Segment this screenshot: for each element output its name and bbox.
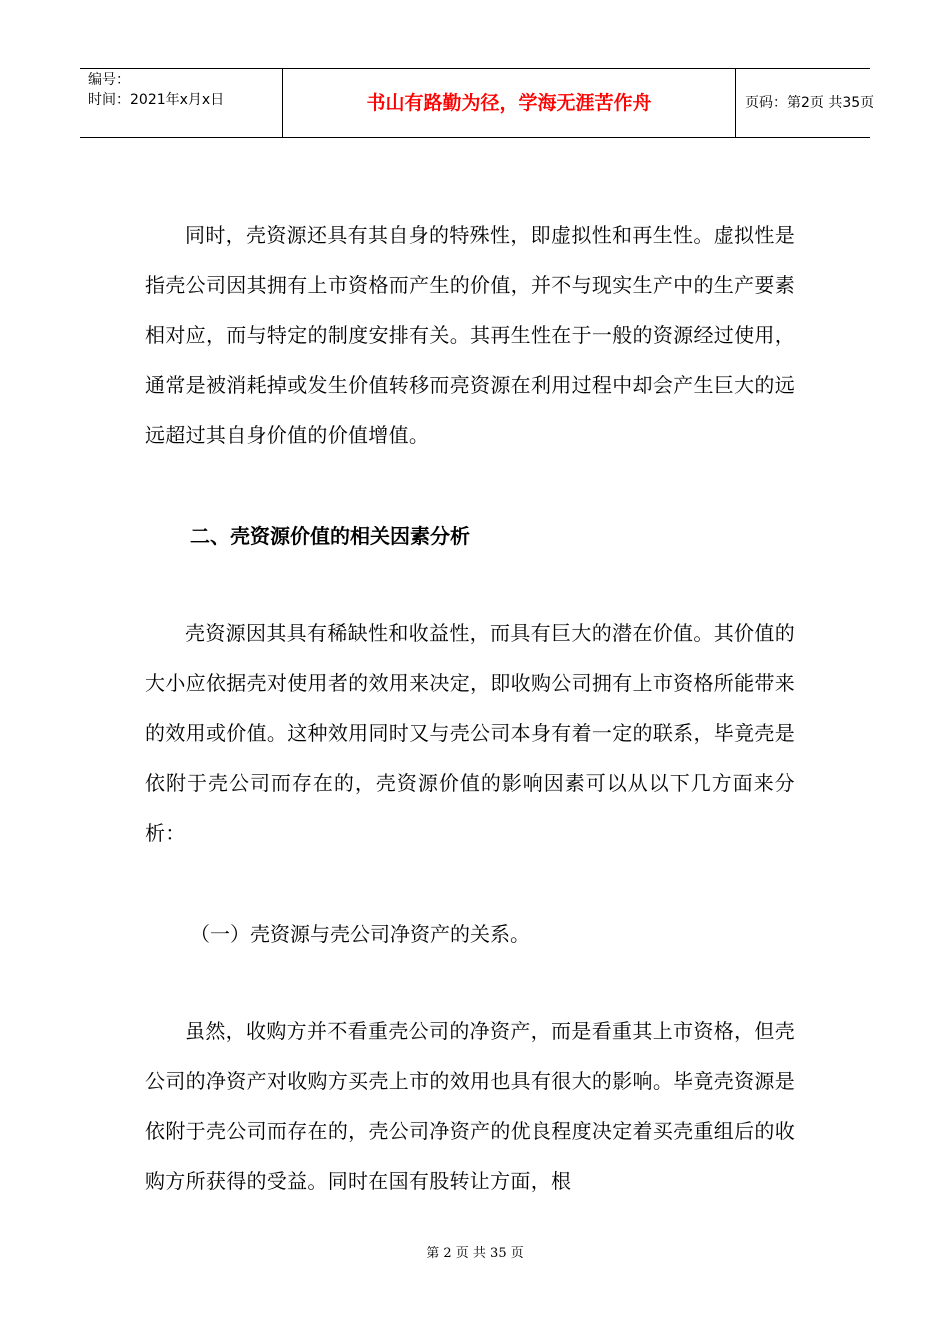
paragraph-virtual-regenerative: 同时，壳资源还具有其自身的特殊性，即虚拟性和再生性。虚拟性是指壳公司因其拥有上市资格而产生的价值，并不与现实生产中的生产要素相对应，而与特定的制度安排有关。其再生性在于一般的资源经过使用，通常是被消耗掉或发生价值转移而亮资源在利用过程中却会产生巨大的远远超过其自身价值的价值增值。 <box>145 223 795 447</box>
subsection-heading-1: （一）壳资源与壳公司净资产的关系。 <box>190 922 530 946</box>
header-meta-cell <box>80 69 282 137</box>
header-page-cell <box>735 69 875 137</box>
page-footer: 第 2 页 共 35 页 <box>426 1246 524 1261</box>
paragraph-shell-value: 壳资源因其具有稀缺性和收益性，而具有巨大的潜在价值。其价值的大小应依据壳对使用者的效用来决定，即收购公司拥有上市资格所能带来的效用或价值。这种效用同时又与壳公司本身有着一定的联系，毕竟壳是依附于壳公司而存在的，壳资源价值的影响因素可以从以下几方面来分析： <box>145 621 795 845</box>
paragraph-net-assets: 虽然，收购方并不看重壳公司的净资产，而是看重其上市资格，但壳公司的净资产对收购方买壳上市的效用也具有很大的影响。毕竟壳资源是依附于壳公司而存在的，壳公司净资产的优良程度决定着买壳重组后的收购方所获得的受益。同时在国有股转让方面，根 <box>145 1019 795 1193</box>
document-header <box>80 68 875 138</box>
header-motto-cell <box>282 69 736 137</box>
section-heading-2: 二、壳资源价值的相关因素分析 <box>190 524 470 548</box>
header-page-info: 页码：第2页 共35页 <box>745 95 875 111</box>
document-date-label: 时间：2021年x月x日 <box>88 92 225 108</box>
document-number-label: 编号： <box>88 72 130 88</box>
header-motto: 书山有路勤为径，学海无涯苦作舟 <box>366 92 652 114</box>
